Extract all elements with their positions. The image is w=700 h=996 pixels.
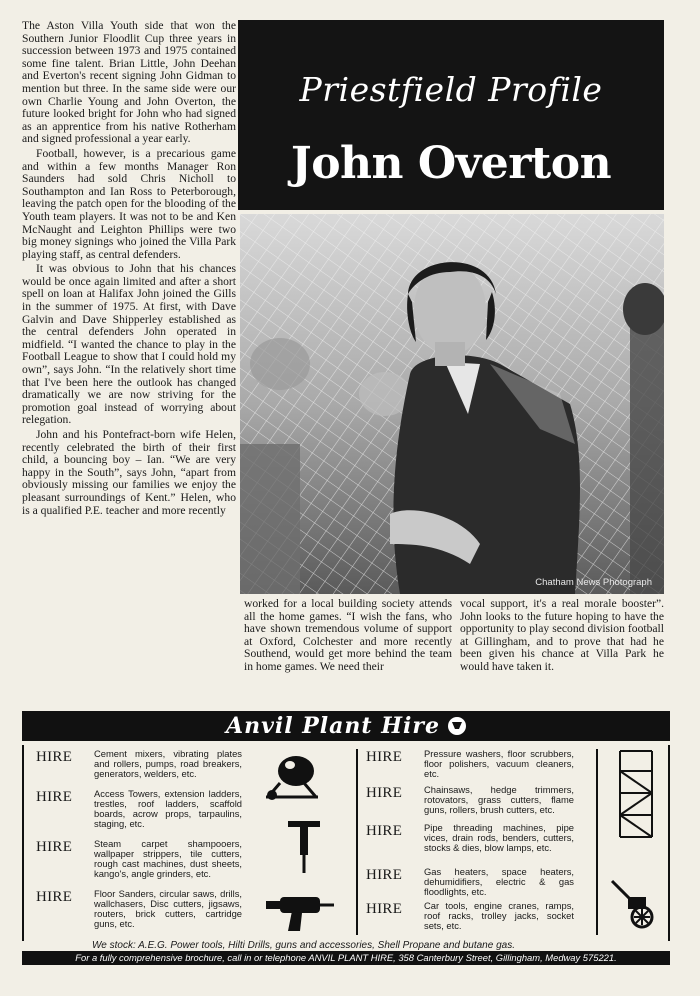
hire-description: Steam carpet shampooers, wallpaper strippers, tile cutters, rough cast machines, dust sheets, kango's, angle grinders, etc.	[94, 838, 242, 879]
advert-body	[22, 745, 670, 941]
advert-banner	[22, 711, 670, 741]
hire-description: Pressure washers, floor scrubbers, floor polishers, vacuum cleaners, etc.	[424, 748, 574, 779]
drill-icon	[266, 891, 336, 935]
hire-label: HIRE	[36, 749, 73, 765]
hire-label: HIRE	[366, 901, 403, 917]
hire-item	[36, 749, 256, 779]
hire-description: Chainsaws, hedge trimmers, rotovators, grass cutters, flame guns, rollers, brush cutters, etc.	[424, 784, 574, 815]
hire-label: HIRE	[36, 889, 73, 905]
hire-item	[366, 749, 596, 779]
article-paragraph: John and his Pontefract-born wife Helen, recently celebrated the birth of their first child, a bouncing boy – Ian. “We are very happy in the South”, says John, “apart from obviously missing our families we enjoy the pleasant surroundings of Kent.” Helen, who is a qualified P.E. teacher and more recently	[22, 428, 236, 517]
hire-label: HIRE	[36, 789, 73, 805]
article-title: John Overton	[290, 138, 612, 189]
photo-illustration	[240, 214, 664, 594]
article-left-column	[22, 20, 236, 519]
rotovator-icon	[608, 875, 664, 931]
advert-title: Anvil Plant Hire	[226, 713, 440, 739]
player-photo	[240, 214, 664, 594]
logo-icon	[448, 717, 466, 735]
article-paragraph: The Aston Villa Youth side that won the Southern Junior Floodlit Cup three years in succession between 1973 and 1975 contained some fine talent. Brian Little, John Deehan and Everton's recent signing John Gidman to mention but three. In the same side were our own Charlie Young and John Overton, the future looked bright for John who had signed as an apprentice from his native Rotherham and signed professional a year early.	[22, 19, 236, 146]
hire-item	[366, 823, 596, 853]
cement-mixer-icon	[260, 751, 324, 801]
hire-item	[366, 785, 596, 815]
article-header	[238, 20, 664, 210]
advert-divider	[356, 749, 358, 935]
hire-label: HIRE	[366, 749, 403, 765]
hire-label: HIRE	[366, 823, 403, 839]
article-kicker: Priestfield Profile	[299, 70, 603, 109]
scaffold-icon	[616, 749, 656, 839]
hire-item	[366, 901, 596, 931]
advert-divider	[596, 749, 598, 935]
hire-description: Gas heaters, space heaters, dehumidifiers, electric & gas floodlights, etc.	[424, 866, 574, 897]
hire-item	[366, 867, 596, 897]
hire-description: Access Towers, extension ladders, trestles, roof ladders, scaffold boards, acrow props, tarpaulins, staging, etc.	[94, 788, 242, 829]
article-paragraph: Football, however, is a precarious game and within a few months Manager Ron Saunders had sold Chris Nicholl to Southampton and Ian Ross to Peterborough, leaving the patch open for the blooding of the Youth team players. It was not to be and Ken McNaught and Leighton Phillips were two big money signings who joined the Villa Park playing staff, as central defenders.	[22, 146, 236, 261]
photo-credit: Chatham News Photograph	[535, 577, 652, 588]
article-paragraph: It was obvious to John that his chances would be once again limited and after a short spell on loan at Halifax John joined the Gills in the summer of 1975. At first, with Dave Galvin and Dave Shipperley established as the central defenders John operated in midfield. “I wanted the chance to play in the Football League to show that I could hold my own”, says John. “In the relatively short time that I've been here the outlook has changed dramatically we are now striving for the promotion goal instead of worrying about relegation.	[22, 262, 236, 427]
hire-item	[36, 889, 256, 929]
breaker-icon	[284, 817, 324, 877]
advert-stock-line: We stock: A.E.G. Power tools, Hilti Drills, guns and accessories, Shell Propane and butane gas.	[92, 940, 515, 951]
article-mid-column: worked for a local building society attends all the home games. “I wish the fans, who have shown tremendous volume of support at Oxford, Colchester and more recently Southend, would get more behind the team in home games. We need their	[244, 597, 452, 673]
hire-item	[36, 789, 256, 829]
anvil-plant-hire-advert	[22, 711, 670, 967]
hire-description: Floor Sanders, circular saws, drills, wallchasers, Disc cutters, jigsaws, routers, brick cutters, cartridge guns, etc.	[94, 888, 242, 929]
hire-description: Car tools, engine cranes, ramps, roof racks, trolley jacks, socket sets, etc.	[424, 900, 574, 931]
hire-item	[36, 839, 256, 879]
hire-description: Pipe threading machines, pipe vices, drain rods, benders, cutters, stocks & dies, blow lamps, etc.	[424, 822, 574, 853]
hire-label: HIRE	[366, 785, 403, 801]
hire-label: HIRE	[366, 867, 403, 883]
hire-description: Cement mixers, vibrating plates and rollers, pumps, road breakers, generators, welders, etc.	[94, 748, 242, 779]
hire-label: HIRE	[36, 839, 73, 855]
article-right-column: vocal support, it's a real morale booster”. John looks to the future hoping to have the opportunity to play second division football at Gillingham, and to prove that had he been given his chance at Villa Park he would have taken it.	[460, 597, 664, 673]
advert-footer: For a fully comprehensive brochure, call in or telephone ANVIL PLANT HIRE, 358 Canterbury Street, Gillingham, Medway 575221.	[22, 951, 670, 965]
